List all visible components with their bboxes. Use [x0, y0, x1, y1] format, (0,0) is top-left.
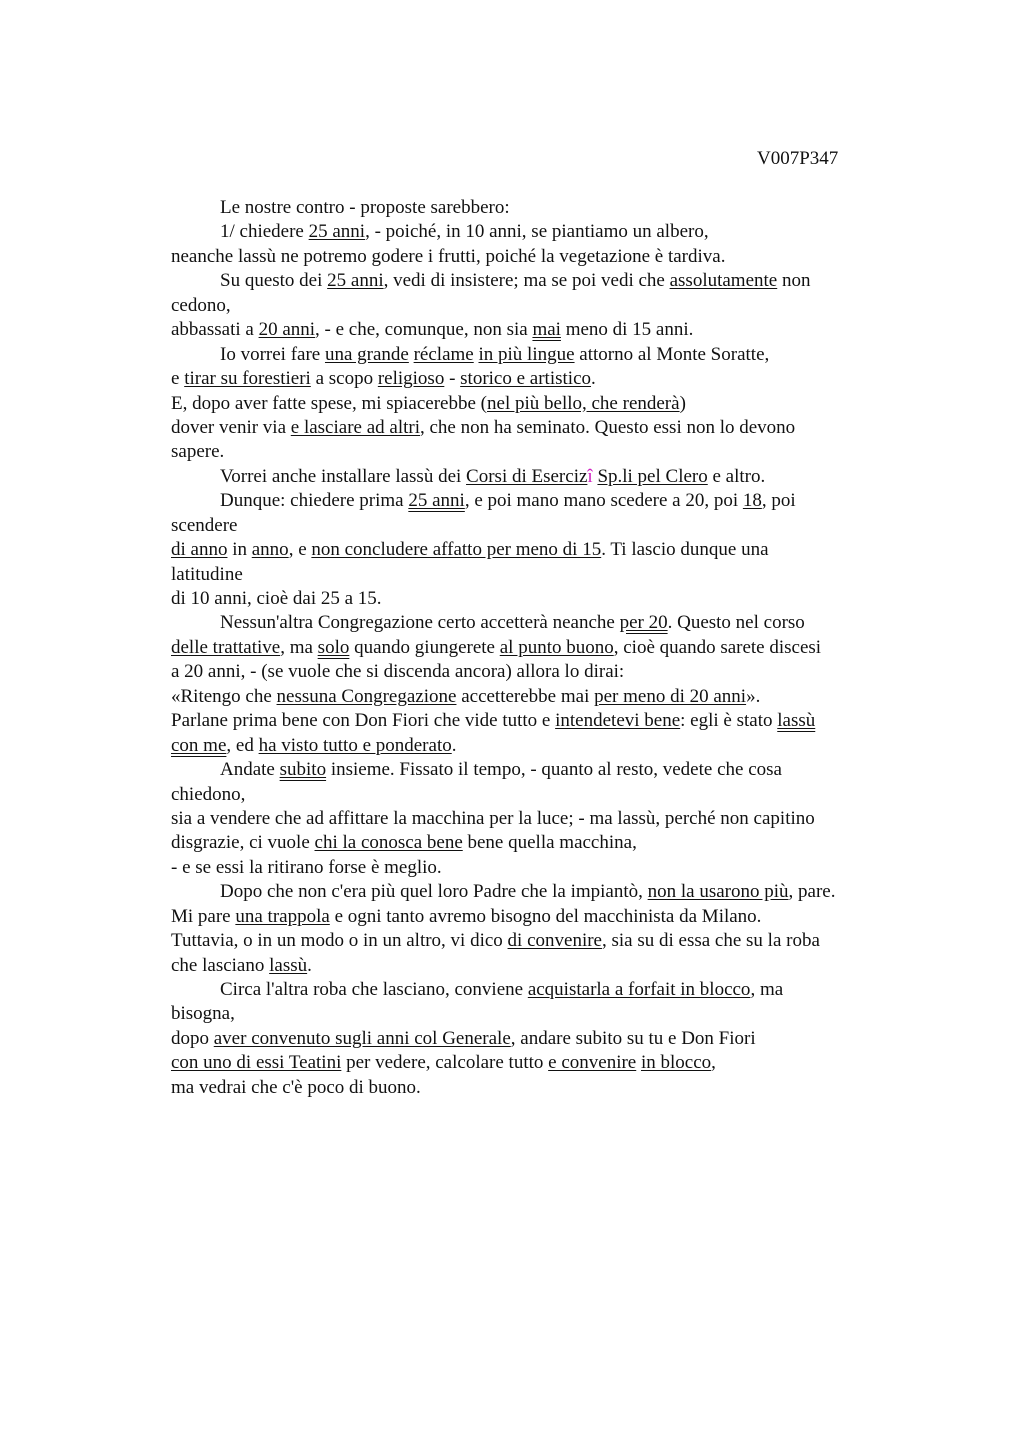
text-segment: Parlane prima bene con Don Fiori che vide tutto e [171, 710, 556, 732]
text-segment: E, dopo aver fatte spese, mi spiacerebbe ( [171, 392, 488, 414]
text-segment: . [591, 368, 596, 390]
text-line [171, 636, 901, 660]
text-segment: 1/ chiedere [220, 221, 309, 243]
text-segment: dopo [171, 1027, 214, 1049]
text-line [171, 343, 901, 367]
text-segment: , [711, 1052, 716, 1074]
text-segment: , che non ha seminato. Questo essi non lo devono [420, 416, 796, 438]
underlined-text: non concludere affatto per meno di 15 [311, 539, 602, 561]
text-segment: Io vorrei fare [220, 343, 325, 365]
text-line [171, 709, 901, 733]
underlined-text: acquistarla a forfait in blocco [527, 979, 751, 1000]
text-line [171, 611, 901, 635]
text-segment: per vedere, calcolare tutto [341, 1052, 549, 1074]
text-segment: bene quella macchina, [462, 832, 637, 854]
text-segment: Le nostre contro - proposte sarebbero: [220, 197, 510, 218]
text-segment: - e se essi la ritirano forse è meglio. [171, 856, 442, 878]
underlined-text: di convenire [507, 930, 602, 952]
text-line [171, 758, 901, 782]
text-segment: Nessun'altra Congregazione certo accetterà neanche [220, 612, 620, 634]
text-segment: a 20 anni, - (se vuole che si discenda ancora) allora lo dirai: [171, 661, 625, 683]
text-segment: disgrazie, ci vuole [171, 832, 315, 854]
text-segment: che lasciano [171, 954, 270, 976]
text-line [171, 685, 901, 709]
underlined-text: per 20 [619, 612, 668, 634]
text-segment: attorno al Monte Soratte, [574, 343, 770, 365]
text-segment: non [777, 270, 811, 292]
underlined-text: nel più bello, che renderà [487, 392, 680, 414]
text-segment: , ed [226, 734, 259, 756]
text-segment: , e [288, 539, 312, 561]
text-line [171, 954, 901, 978]
text-segment: e [171, 368, 185, 390]
underlined-text: 25 anni [327, 270, 384, 292]
text-line [171, 783, 901, 807]
underlined-text: e lasciare ad altri [290, 416, 420, 438]
text-line [171, 416, 901, 440]
text-segment: Dopo che non c'era più quel loro Padre che la impiantò, [220, 881, 648, 903]
text-segment: , poi [761, 490, 796, 512]
underlined-text: in blocco [640, 1052, 712, 1074]
text-segment: Circa l'altra roba che lasciano, conviene [220, 979, 528, 1000]
text-line [171, 465, 901, 489]
text-segment: bisogna, [171, 1003, 235, 1025]
text-line [171, 660, 901, 684]
letter-body [171, 196, 901, 1100]
underlined-text: subito [279, 759, 327, 781]
underlined-text: non la usarono più [647, 881, 789, 903]
text-line [171, 807, 901, 831]
text-segment: quando giungerete [349, 636, 500, 658]
text-line [171, 1076, 901, 1100]
text-segment: insieme. Fissato il tempo, - quanto al resto, vedete che cosa [326, 759, 782, 781]
text-segment: , ma [750, 979, 784, 1000]
underlined-text: con me [171, 734, 227, 756]
text-line [171, 1051, 901, 1075]
underlined-text: nessuna Congregazione [276, 685, 457, 707]
underlined-text: assolutamente [669, 270, 778, 292]
underlined-text: tirar su forestieri [184, 368, 311, 390]
text-segment: Su questo dei [220, 270, 328, 292]
underlined-text: e convenire [548, 1052, 637, 1074]
text-segment: , ma [280, 636, 318, 658]
text-segment: , - e che, comunque, non sia [315, 319, 533, 341]
underlined-text: lassù [777, 710, 816, 732]
text-segment: ma vedrai che c'è poco di buono. [171, 1076, 421, 1098]
underlined-text: ha visto tutto e ponderato [258, 734, 452, 756]
underlined-text: réclame [413, 343, 474, 365]
underlined-text: chi la conosca bene [314, 832, 463, 854]
underlined-text: una grande [324, 343, 409, 365]
text-segment: , - poiché, in 10 anni, se piantiamo un albero, [365, 221, 709, 243]
text-segment: , vedi di insistere; ma se poi vedi che [383, 270, 670, 292]
text-line [171, 978, 901, 1002]
text-segment: : egli è stato [680, 710, 778, 732]
text-segment: «Ritengo che [171, 685, 277, 707]
text-line [171, 269, 901, 293]
text-segment: , sia su di essa che su la roba [601, 930, 820, 952]
text-segment: Dunque: chiedere prima [220, 490, 409, 512]
underlined-text: mai [532, 319, 561, 341]
text-segment: - [444, 368, 461, 390]
text-segment: Andate [220, 759, 280, 781]
text-segment: abbassati a [171, 319, 259, 341]
text-line [171, 294, 901, 318]
text-line [171, 734, 901, 758]
text-line [171, 318, 901, 342]
underlined-text: religioso [377, 368, 445, 390]
text-segment: , cioè quando sarete discesi [613, 636, 822, 658]
text-line [171, 489, 901, 513]
text-segment: Vorrei anche installare lassù dei [220, 465, 467, 487]
underlined-text: con uno di essi Teatini [171, 1052, 342, 1074]
text-segment: chiedono, [171, 783, 246, 805]
underlined-text: 25 anni [408, 490, 465, 512]
text-line [171, 831, 901, 855]
text-segment: accetterebbe mai [456, 685, 595, 707]
underlined-text: 25 anni [308, 221, 366, 243]
text-segment: , andare subito su tu e Don Fiori [510, 1027, 756, 1049]
text-line [171, 880, 901, 904]
underlined-text: 18 [742, 490, 762, 512]
text-segment: a scopo [310, 368, 378, 390]
text-segment: latitudine [171, 563, 243, 585]
text-line [171, 1002, 901, 1026]
underlined-text: in più lingue [478, 343, 575, 365]
underlined-text: intendetevi bene [555, 710, 681, 732]
text-line [171, 929, 901, 953]
text-segment: . Ti lascio dunque una [601, 539, 769, 561]
page-reference: V007P347 [757, 148, 839, 169]
underlined-text: per meno di 20 anni [594, 685, 747, 707]
text-segment: . [451, 734, 457, 756]
text-line [171, 367, 901, 391]
text-segment: scendere [171, 514, 238, 536]
underlined-text: solo [317, 636, 350, 658]
underlined-text: delle trattative [171, 636, 281, 658]
text-segment: meno di 15 anni. [560, 319, 694, 341]
text-segment: dover venir via [171, 416, 291, 438]
underlined-text: una trappola [235, 905, 330, 927]
text-line [171, 856, 901, 880]
text-line [171, 1027, 901, 1051]
text-line [171, 392, 901, 416]
text-segment: e ogni tanto avremo bisogno del macchinista da Milano. [329, 905, 762, 927]
text-line [171, 196, 901, 220]
text-segment: ) [679, 392, 686, 414]
text-segment: Mi pare [171, 905, 236, 927]
text-line [171, 538, 901, 562]
text-line [171, 245, 901, 269]
text-segment: sia a vendere che ad affittare la macchina per la luce; - ma lassù, perché non capitino [171, 807, 815, 829]
underlined-text: lassù [269, 954, 308, 976]
text-line [171, 563, 901, 587]
underlined-text: di anno [171, 539, 228, 561]
text-segment: . Questo nel corso [667, 612, 805, 634]
text-segment: cedono, [171, 294, 231, 316]
text-segment: Tuttavia, o in un modo o in un altro, vi dico [171, 930, 508, 952]
text-line [171, 440, 901, 464]
text-segment: neanche lassù ne potremo godere i frutti, poiché la vegetazione è tardiva. [171, 245, 726, 267]
underlined-text: Corsi di Eserciz [466, 465, 588, 487]
text-segment: , e poi mano mano scedere a 20, poi [464, 490, 743, 512]
underlined-text: 20 anni [258, 319, 316, 341]
text-segment: . [307, 954, 312, 976]
underlined-text: anno [251, 539, 289, 561]
text-segment: ». [746, 685, 761, 707]
text-segment: in [227, 539, 252, 561]
text-line [171, 514, 901, 538]
text-segment: di 10 anni, cioè dai 25 a 15. [171, 588, 382, 609]
text-line [171, 905, 901, 929]
text-segment: e altro. [707, 465, 766, 487]
underlined-text: aver convenuto sugli anni col Generale [213, 1027, 511, 1049]
text-segment: sapere. [171, 441, 225, 463]
text-line [171, 220, 901, 244]
text-segment: , pare. [788, 881, 836, 903]
text-line [171, 587, 901, 611]
underlined-text: Sp.li pel Clero [597, 465, 708, 487]
underlined-text: al punto buono [499, 636, 614, 658]
highlighted-glyph: î [587, 465, 593, 487]
underlined-text: storico e artistico [460, 368, 592, 390]
